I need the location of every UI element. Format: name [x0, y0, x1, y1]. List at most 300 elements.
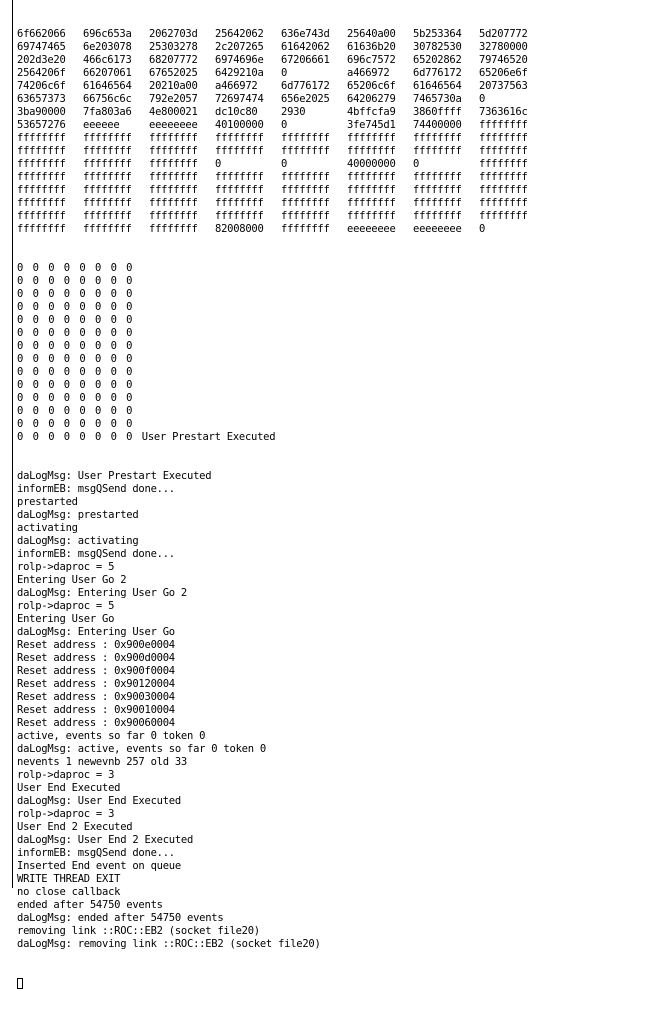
dump-cell: ffffffff — [347, 184, 396, 196]
dump-cell: 0 — [32, 275, 39, 287]
log-line: no close callback — [17, 886, 121, 898]
log-line: informEB: msgQSend done... — [17, 548, 175, 560]
dump-cell: 0 — [94, 366, 102, 378]
log-line: Reset address : 0x900d0004 — [17, 652, 175, 664]
zero-dump-row — [17, 418, 647, 431]
dump-cell: ffffffff — [17, 223, 66, 235]
dump-cell: 61642062 — [281, 41, 330, 53]
log-output-block — [17, 470, 647, 951]
dump-cell: 0 — [32, 301, 39, 313]
dump-cell: 0 — [94, 405, 102, 417]
dump-cell: ffffffff — [149, 132, 198, 144]
hex-dump-row — [17, 119, 647, 132]
dump-cell: ffffffff — [215, 145, 264, 157]
dump-cell: 0 — [48, 366, 55, 378]
dump-cell: 0 — [32, 340, 39, 352]
log-line: daLogMsg: User End Executed — [17, 795, 181, 807]
dump-cell: 0 — [281, 67, 288, 79]
dump-cell: 0 — [48, 418, 55, 430]
dump-cell: 0 — [17, 327, 24, 339]
dump-cell: ffffffff — [413, 171, 462, 183]
dump-cell: ffffffff — [149, 223, 198, 235]
dump-cell: 25303278 — [149, 41, 198, 53]
dump-cell: 67652025 — [149, 67, 198, 79]
hex-dump-row — [17, 210, 647, 223]
dump-cell: 0 — [63, 418, 70, 430]
log-line: nevents 1 newevnb 257 old 33 — [17, 756, 188, 768]
zero-dump-row — [17, 340, 647, 353]
dump-cell: 0 — [110, 405, 117, 417]
dump-cell: ffffffff — [17, 184, 66, 196]
log-line: rolp->daproc = 5 — [17, 561, 115, 573]
dump-cell: 65206c6f — [347, 80, 396, 92]
log-line: daLogMsg: removing link ::ROC::EB2 (socket file20) — [17, 938, 321, 950]
log-line: Reset address : 0x90060004 — [17, 717, 175, 729]
zero-dump-row — [17, 353, 647, 366]
dump-cell: 6429210a — [215, 67, 264, 79]
dump-cell: 5d207772 — [479, 28, 528, 40]
dump-cell: 7fa803a6 — [83, 106, 132, 118]
dump-cell: ffffffff — [479, 145, 528, 157]
log-line: daLogMsg: prestarted — [17, 509, 139, 521]
dump-cell: dc10c80 — [215, 106, 258, 118]
dump-cell: 0 — [94, 275, 102, 287]
dump-cell: 202d3e20 — [17, 54, 66, 66]
dump-cell: 0 — [79, 340, 86, 352]
zero-dump-row — [17, 379, 647, 392]
dump-cell: 0 — [63, 314, 70, 326]
dump-cell: 2930 — [281, 106, 306, 118]
dump-cell: 4bffcfa9 — [347, 106, 396, 118]
dump-cell: 0 — [79, 366, 86, 378]
dump-cell: 0 — [48, 275, 55, 287]
dump-cell: 0 — [215, 158, 222, 170]
dump-cell: 0 — [17, 353, 24, 365]
dump-trailer-text: User Prestart Executed — [141, 431, 276, 443]
dump-cell: ffffffff — [215, 197, 264, 209]
log-line: Entering User Go — [17, 613, 115, 625]
dump-cell: 0 — [126, 366, 133, 378]
dump-cell: 0 — [94, 379, 102, 391]
dump-cell: ffffffff — [413, 210, 462, 222]
log-line: daLogMsg: User End 2 Executed — [17, 834, 194, 846]
dump-cell: ffffffff — [413, 197, 462, 209]
hex-dump-row — [17, 158, 647, 171]
log-line: active, events so far 0 token 0 — [17, 730, 206, 742]
dump-cell: 0 — [17, 392, 24, 404]
dump-cell: 25642062 — [215, 28, 264, 40]
dump-cell: 3fe745d1 — [347, 119, 396, 131]
dump-cell: 0 — [79, 288, 86, 300]
dump-cell: 2062703d — [149, 28, 198, 40]
dump-cell: 0 — [94, 431, 102, 443]
dump-cell: 466c6173 — [83, 54, 132, 66]
dump-cell: 61646564 — [83, 80, 132, 92]
dump-cell: 0 — [479, 223, 486, 235]
dump-cell: ffffffff — [17, 197, 66, 209]
dump-cell: 0 — [63, 262, 70, 274]
dump-cell: 65202862 — [413, 54, 462, 66]
dump-cell: ffffffff — [17, 158, 66, 170]
dump-cell: 5b253364 — [413, 28, 462, 40]
log-line: removing link ::ROC::EB2 (socket file20) — [17, 925, 260, 937]
dump-cell: 636e743d — [281, 28, 330, 40]
dump-cell: 0 — [32, 327, 39, 339]
dump-cell: ffffffff — [413, 132, 462, 144]
zero-dump-row — [17, 288, 647, 301]
dump-cell: 74206c6f — [17, 80, 66, 92]
log-line: rolp->daproc = 3 — [17, 808, 115, 820]
dump-cell: ffffffff — [281, 210, 330, 222]
zero-dump-row — [17, 431, 647, 444]
dump-cell: ffffffff — [149, 184, 198, 196]
dump-cell: 0 — [17, 366, 24, 378]
dump-cell: 3860ffff — [413, 106, 462, 118]
dump-cell: 0 — [32, 288, 39, 300]
dump-cell: ffffffff — [347, 197, 396, 209]
dump-cell: 0 — [63, 275, 70, 287]
dump-cell: 0 — [63, 405, 70, 417]
dump-cell: 0 — [63, 392, 70, 404]
dump-cell: 0 — [48, 379, 55, 391]
dump-cell: 0 — [79, 262, 86, 274]
dump-cell: 696c7572 — [347, 54, 396, 66]
dump-cell: 0 — [63, 366, 70, 378]
dump-cell: 7465730a — [413, 93, 462, 105]
dump-cell: ffffffff — [149, 210, 198, 222]
dump-cell: ffffffff — [17, 132, 66, 144]
dump-cell: 0 — [110, 340, 117, 352]
hex-dump-row — [17, 132, 647, 145]
log-line: Reset address : 0x90030004 — [17, 691, 175, 703]
dump-cell: ffffffff — [479, 171, 528, 183]
dump-cell: 0 — [79, 327, 86, 339]
dump-cell: 0 — [17, 405, 24, 417]
dump-cell: ffffffff — [83, 171, 132, 183]
dump-cell: 61636b20 — [347, 41, 396, 53]
dump-cell: 0 — [48, 405, 55, 417]
log-line: Reset address : 0x90010004 — [17, 704, 175, 716]
log-line: Reset address : 0x900e0004 — [17, 639, 175, 651]
dump-cell: 0 — [17, 262, 24, 274]
dump-cell: 4e800021 — [149, 106, 198, 118]
dump-cell: 67206661 — [281, 54, 330, 66]
dump-cell: 0 — [94, 340, 102, 352]
dump-cell: 30782530 — [413, 41, 462, 53]
dump-cell: ffffffff — [479, 158, 528, 170]
memory-dump-block — [17, 28, 647, 236]
log-line: ended after 54750 events — [17, 899, 163, 911]
dump-cell: 66207061 — [83, 67, 132, 79]
terminal-scrollbar[interactable] — [0, 0, 13, 888]
dump-cell: 0 — [79, 301, 86, 313]
dump-cell: 74400000 — [413, 119, 462, 131]
dump-cell: 0 — [63, 288, 70, 300]
dump-cell: 0 — [32, 314, 39, 326]
dump-cell: ffffffff — [479, 119, 528, 131]
dump-cell: 0 — [110, 353, 117, 365]
dump-cell: ffffffff — [215, 184, 264, 196]
dump-cell: 0 — [94, 288, 102, 300]
dump-cell: 0 — [126, 353, 133, 365]
log-line: User End Executed — [17, 782, 121, 794]
log-line: prestarted — [17, 496, 78, 508]
dump-cell: 53657276 — [17, 119, 66, 131]
dump-cell: 68207772 — [149, 54, 198, 66]
dump-cell: ffffffff — [281, 184, 330, 196]
dump-cell: ffffffff — [215, 210, 264, 222]
dump-cell: 0 — [17, 288, 24, 300]
dump-cell: 0 — [32, 392, 39, 404]
hex-dump-row — [17, 67, 647, 80]
dump-cell: ffffffff — [83, 132, 132, 144]
dump-cell: 6d776172 — [281, 80, 330, 92]
dump-cell: a466972 — [347, 67, 390, 79]
dump-cell: eeeeeeee — [413, 223, 462, 235]
dump-cell: 0 — [110, 275, 117, 287]
hex-dump-row — [17, 54, 647, 67]
dump-cell: 40000000 — [347, 158, 396, 170]
hex-dump-row — [17, 197, 647, 210]
dump-cell: ffffffff — [83, 223, 132, 235]
dump-cell: 0 — [110, 314, 117, 326]
dump-cell: 0 — [110, 366, 117, 378]
dump-cell: 20210a00 — [149, 80, 198, 92]
dump-cell: 0 — [94, 262, 102, 274]
hex-dump-row — [17, 80, 647, 93]
log-line: activating — [17, 522, 78, 534]
zero-dump-row — [17, 366, 647, 379]
dump-cell: 0 — [48, 353, 55, 365]
dump-cell: 2564206f — [17, 67, 66, 79]
command-prompt[interactable] — [17, 977, 647, 990]
dump-cell: 0 — [63, 353, 70, 365]
dump-cell: 0 — [126, 418, 133, 430]
log-line: Entering User Go 2 — [17, 574, 127, 586]
dump-cell: 0 — [32, 353, 39, 365]
dump-cell: 0 — [32, 418, 39, 430]
dump-cell: ffffffff — [479, 210, 528, 222]
dump-cell: 25640a00 — [347, 28, 396, 40]
dump-cell: 0 — [32, 262, 39, 274]
dump-cell: 0 — [110, 301, 117, 313]
dump-cell: 0 — [63, 327, 70, 339]
dump-cell: 72697474 — [215, 93, 264, 105]
dump-cell: 0 — [94, 392, 102, 404]
dump-cell: 0 — [110, 418, 117, 430]
log-line: WRITE THREAD EXIT — [17, 873, 121, 885]
dump-cell: 0 — [110, 327, 117, 339]
log-line: daLogMsg: User Prestart Executed — [17, 470, 212, 482]
dump-cell: 7363616c — [479, 106, 528, 118]
dump-cell: 0 — [94, 418, 102, 430]
zero-dump-row — [17, 275, 647, 288]
dump-cell: ffffffff — [149, 171, 198, 183]
dump-cell: 0 — [94, 353, 102, 365]
dump-cell: 0 — [79, 275, 86, 287]
dump-cell: 0 — [94, 301, 102, 313]
hex-dump-row — [17, 223, 647, 236]
dump-cell: 0 — [79, 418, 86, 430]
dump-cell: 0 — [32, 405, 39, 417]
dump-cell: ffffffff — [281, 223, 330, 235]
dump-cell: 0 — [94, 327, 102, 339]
zero-dump-block — [17, 262, 647, 444]
dump-cell: 0 — [110, 288, 117, 300]
log-line: rolp->daproc = 3 — [17, 769, 115, 781]
hex-dump-row — [17, 41, 647, 54]
dump-cell: 696c653a — [83, 28, 132, 40]
dump-cell: eeeeeeee — [149, 119, 198, 131]
dump-cell: 64206279 — [347, 93, 396, 105]
dump-cell: ffffffff — [281, 171, 330, 183]
dump-cell: ffffffff — [413, 145, 462, 157]
dump-cell: ffffffff — [17, 210, 66, 222]
dump-cell: 6d776172 — [413, 67, 462, 79]
dump-cell: 0 — [48, 262, 55, 274]
dump-cell: 0 — [79, 405, 86, 417]
dump-cell: 0 — [48, 327, 55, 339]
dump-cell: 0 — [413, 158, 420, 170]
zero-dump-row — [17, 392, 647, 405]
dump-cell: 0 — [281, 158, 288, 170]
dump-cell: 0 — [126, 392, 133, 404]
dump-cell: 61646564 — [413, 80, 462, 92]
dump-cell: 0 — [79, 392, 86, 404]
dump-cell: 0 — [126, 275, 133, 287]
dump-cell: ffffffff — [281, 145, 330, 157]
dump-cell: 6e203078 — [83, 41, 132, 53]
hex-dump-row — [17, 28, 647, 41]
dump-cell: 0 — [48, 301, 55, 313]
dump-cell: ffffffff — [347, 132, 396, 144]
zero-dump-row — [17, 314, 647, 327]
dump-cell: 63657373 — [17, 93, 66, 105]
dump-cell: 0 — [79, 379, 86, 391]
log-line: Reset address : 0x90120004 — [17, 678, 175, 690]
dump-cell: ffffffff — [215, 132, 264, 144]
dump-cell: 0 — [126, 327, 133, 339]
dump-cell: 0 — [17, 314, 24, 326]
dump-cell: 6974696e — [215, 54, 264, 66]
dump-cell: 0 — [17, 275, 24, 287]
dump-cell: ffffffff — [83, 184, 132, 196]
dump-cell: 0 — [63, 431, 70, 443]
log-line: daLogMsg: ended after 54750 events — [17, 912, 224, 924]
dump-cell: 40100000 — [215, 119, 264, 131]
dump-cell: 0 — [94, 314, 102, 326]
log-line: Reset address : 0x900f0004 — [17, 665, 175, 677]
dump-cell: 0 — [126, 288, 133, 300]
dump-cell: 0 — [48, 314, 55, 326]
dump-cell: 0 — [281, 119, 288, 131]
log-line: daLogMsg: Entering User Go 2 — [17, 587, 188, 599]
dump-cell: 0 — [126, 262, 133, 274]
dump-cell: 65206e6f — [479, 67, 528, 79]
dump-cell: 0 — [126, 301, 133, 313]
text-cursor — [17, 978, 23, 989]
dump-cell: 0 — [126, 379, 133, 391]
dump-cell: 792e2057 — [149, 93, 198, 105]
dump-cell: 0 — [17, 379, 24, 391]
dump-cell: 20737563 — [479, 80, 528, 92]
dump-cell: 0 — [126, 340, 133, 352]
dump-cell: ffffffff — [281, 197, 330, 209]
log-line: informEB: msgQSend done... — [17, 483, 175, 495]
zero-dump-row — [17, 405, 647, 418]
dump-cell: ffffffff — [149, 158, 198, 170]
dump-cell: 2c207265 — [215, 41, 264, 53]
dump-cell: 0 — [63, 379, 70, 391]
dump-cell: ffffffff — [83, 197, 132, 209]
dump-cell: ffffffff — [347, 210, 396, 222]
dump-cell: a466972 — [215, 80, 258, 92]
dump-cell: ffffffff — [479, 184, 528, 196]
dump-cell: 66756c6c — [83, 93, 132, 105]
dump-cell: 6f662066 — [17, 28, 66, 40]
dump-cell: ffffffff — [479, 132, 528, 144]
dump-cell: 0 — [479, 93, 486, 105]
dump-cell: 0 — [17, 431, 24, 443]
dump-cell: 0 — [17, 301, 24, 313]
dump-cell: 0 — [63, 340, 70, 352]
hex-dump-row — [17, 93, 647, 106]
dump-cell: ffffffff — [149, 197, 198, 209]
zero-dump-row — [17, 301, 647, 314]
zero-dump-row — [17, 327, 647, 340]
hex-dump-row — [17, 106, 647, 119]
dump-cell: 0 — [126, 431, 133, 443]
dump-cell: ffffffff — [17, 145, 66, 157]
log-line: rolp->daproc = 5 — [17, 600, 115, 612]
dump-cell: 0 — [126, 405, 133, 417]
dump-cell: ffffffff — [479, 197, 528, 209]
dump-cell: 0 — [110, 431, 117, 443]
hex-dump-row — [17, 145, 647, 158]
dump-cell: ffffffff — [83, 158, 132, 170]
dump-cell: eeeeee — [83, 119, 120, 131]
terminal-output — [17, 2, 647, 1016]
log-line: User End 2 Executed — [17, 821, 133, 833]
log-line: daLogMsg: activating — [17, 535, 139, 547]
dump-cell: ffffffff — [83, 210, 132, 222]
hex-dump-row — [17, 184, 647, 197]
dump-cell: 0 — [126, 314, 133, 326]
log-line: daLogMsg: Entering User Go — [17, 626, 175, 638]
dump-cell: eeeeeeee — [347, 223, 396, 235]
dump-cell: 0 — [17, 418, 24, 430]
dump-cell: ffffffff — [17, 171, 66, 183]
log-line: informEB: msgQSend done... — [17, 847, 175, 859]
dump-cell: 0 — [48, 392, 55, 404]
dump-cell: 656e2025 — [281, 93, 330, 105]
log-line: Inserted End event on queue — [17, 860, 181, 872]
dump-cell: 0 — [110, 392, 117, 404]
dump-cell: 69747465 — [17, 41, 66, 53]
dump-cell: 0 — [32, 431, 39, 443]
dump-cell: 0 — [32, 379, 39, 391]
dump-cell: 32780000 — [479, 41, 528, 53]
dump-cell: ffffffff — [347, 171, 396, 183]
dump-cell: 0 — [79, 353, 86, 365]
dump-cell: ffffffff — [347, 145, 396, 157]
dump-cell: 0 — [79, 314, 86, 326]
dump-cell: ffffffff — [281, 132, 330, 144]
dump-cell: 0 — [48, 288, 55, 300]
log-line: daLogMsg: active, events so far 0 token 0 — [17, 743, 266, 755]
dump-cell: ffffffff — [413, 184, 462, 196]
dump-cell: 0 — [110, 379, 117, 391]
